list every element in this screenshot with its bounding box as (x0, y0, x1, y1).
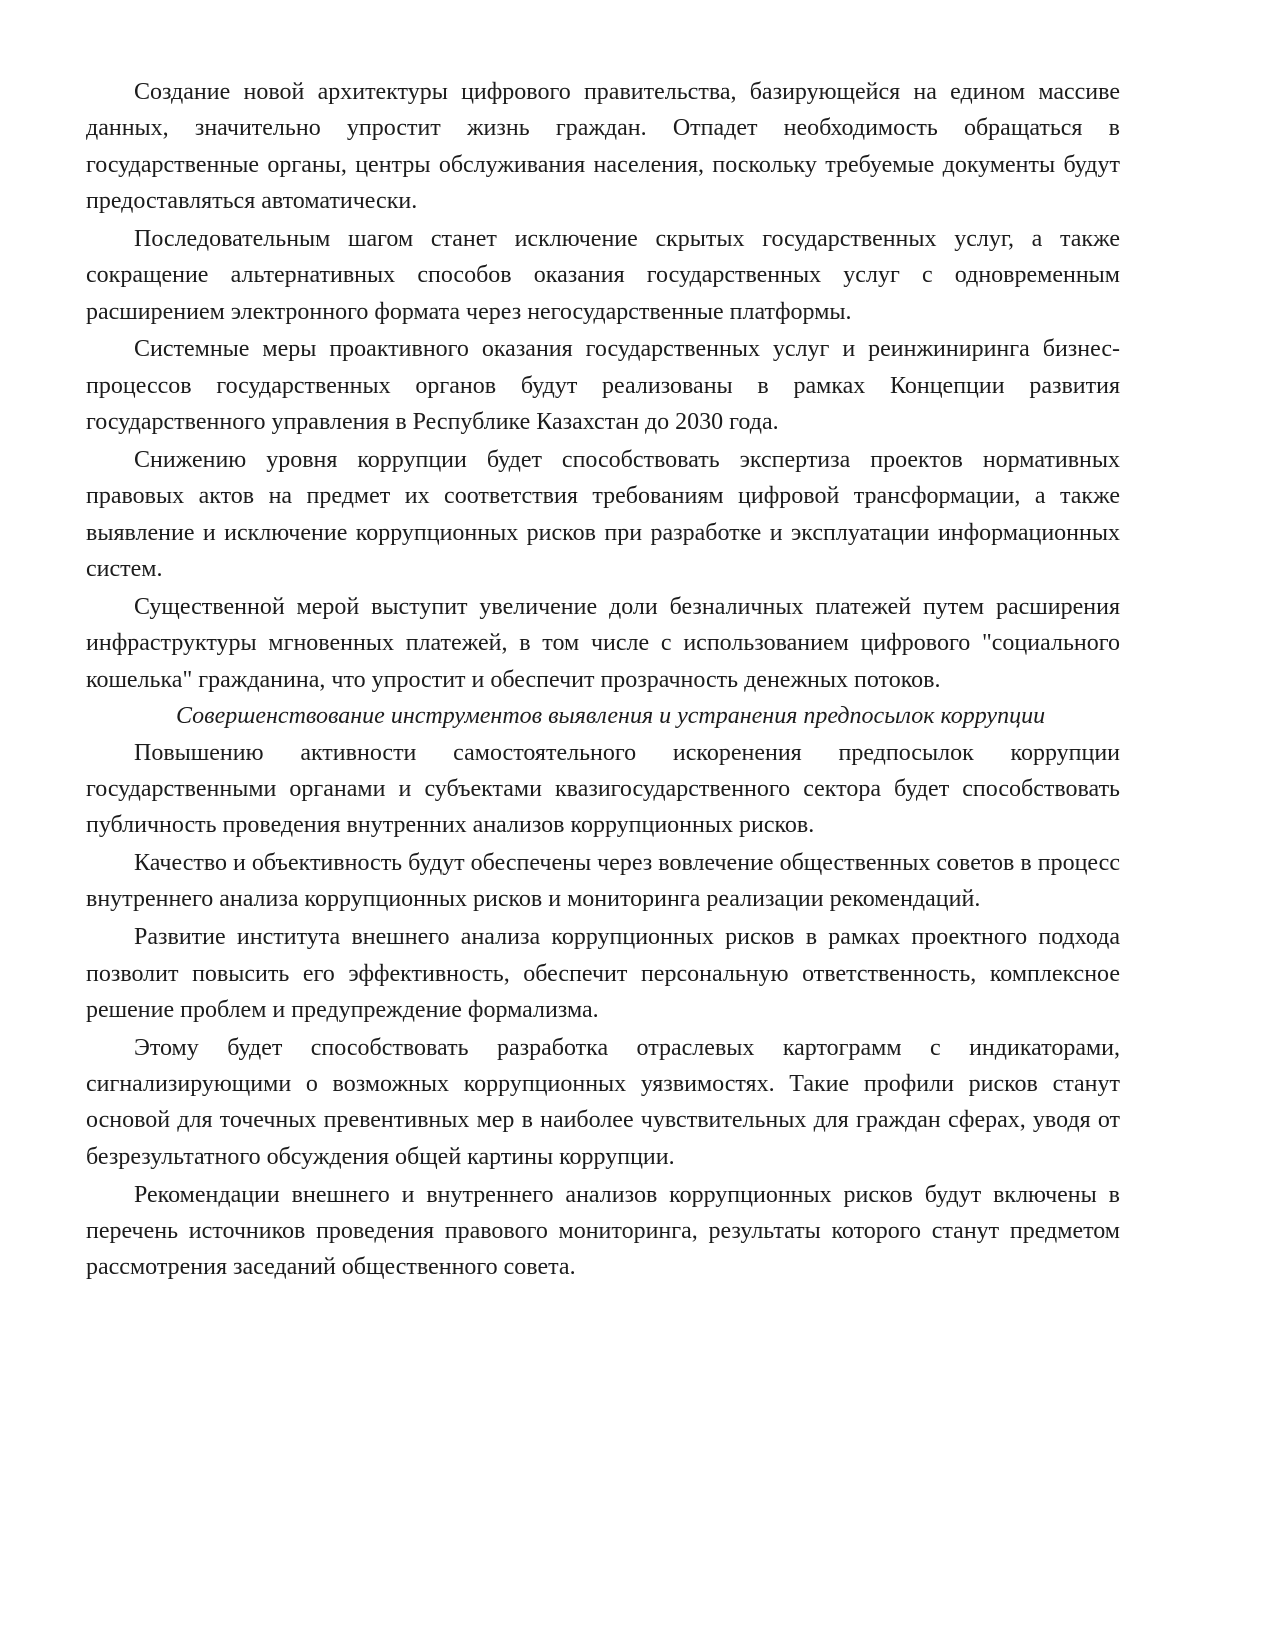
section-heading: Совершенствование инструментов выявления и устранения предпосылок коррупции (176, 703, 1046, 730)
paragraph-proactive-services: Системные меры проактивного оказания государственных услуг и реинжиниринга бизнес-процессов государственных органов будут реализованы в рамках Концепции развития государственного управления в Республике Казахстан до 2030 года. (86, 336, 1120, 436)
paragraph-sector-cartograms: Этому будет способствовать разработка отраслевых картограмм с индикаторами, сигнализирующими о возможных коррупционных уязвимостях. Такие профили рисков станут основой для точечных превентивных мер в наиболее чувствительных для граждан сферах, уводя от безрезультатного обсуждения общей картины коррупции. (86, 1034, 1120, 1170)
paragraph-digital-government: Создание новой архитектуры цифрового правительства, базирующейся на едином массиве данных, значительно упростит жизнь граждан. Отпадет необходимость обращаться в государственные органы, центры обслуживания населения, поскольку требуемые документы будут предоставляться автоматически. (86, 79, 1120, 215)
paragraph-hidden-services: Последовательным шагом станет исключение скрытых государственных услуг, а также сокращение альтернативных способов оказания государственных услуг с одновременным расширением электронного формата через негосударственные платформы. (86, 225, 1120, 325)
paragraph-legal-monitoring: Рекомендации внешнего и внутреннего анализов коррупционных рисков будут включены в перечень источников проведения правового мониторинга, результаты которого станут предметом рассмотрения заседаний общественного совета. (86, 1181, 1120, 1281)
paragraph-public-councils: Качество и объективность будут обеспечены через вовлечение общественных советов в процесс внутреннего анализа коррупционных рисков и мониторинга реализации рекомендаций. (86, 850, 1120, 913)
paragraph-cashless-payments: Существенной мерой выступит увеличение доли безналичных платежей путем расширения инфраструктуры мгновенных платежей, в том числе с использованием цифрового "социального кошелька" гражданина, что упростит и обеспечит прозрачность денежных потоков. (86, 593, 1120, 693)
document-body (86, 74, 1120, 1286)
paragraph-external-analysis: Развитие института внешнего анализа коррупционных рисков в рамках проектного подхода позволит повысить его эффективность, обеспечит персональную ответственность, комплексное решение проблем и предупреждение формализма. (86, 924, 1120, 1023)
paragraph-internal-analysis-publicity: Повышению активности самостоятельного искоренения предпосылок коррупции государственными органами и субъектами квазигосударственного сектора будет способствовать публичность проведения внутренних анализов коррупционных рисков. (86, 739, 1120, 839)
paragraph-expertise-of-acts: Снижению уровня коррупции будет способствовать экспертиза проектов нормативных правовых актов на предмет их соответствия требованиям цифровой трансформации, а также выявление и исключение коррупционных рисков при разработке и эксплуатации информационных систем. (86, 446, 1120, 583)
